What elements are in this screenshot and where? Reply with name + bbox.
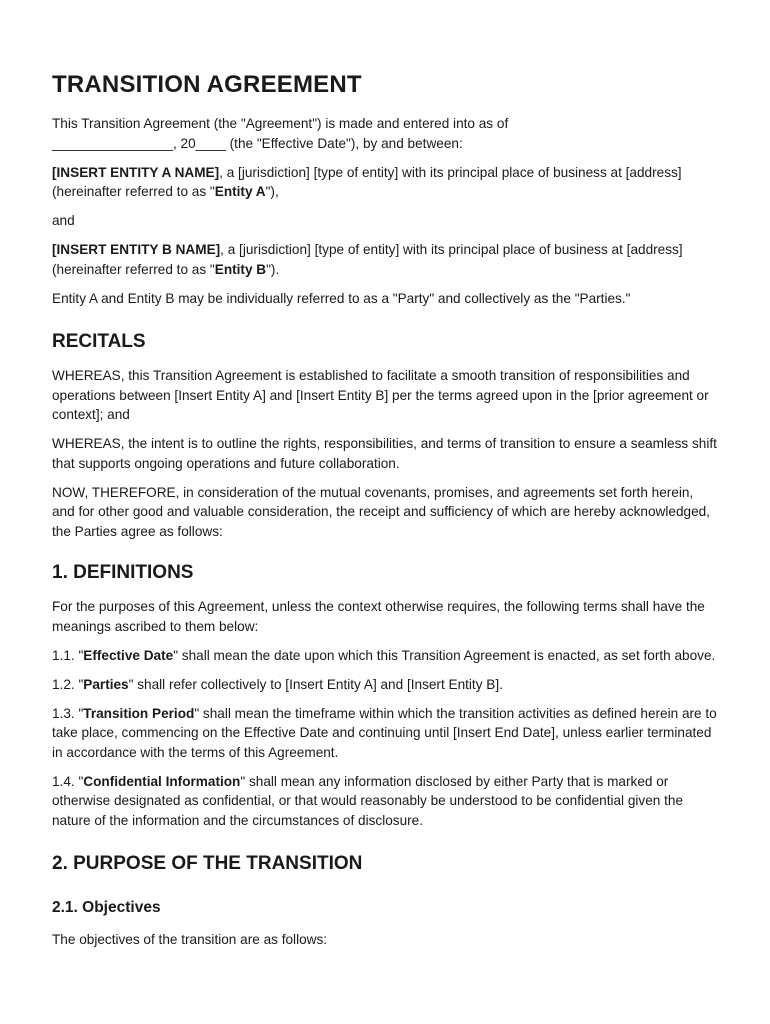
definition-item	[52, 646, 718, 666]
definition-term: Transition Period	[83, 705, 195, 721]
entity-a-end: "),	[265, 184, 279, 199]
recital-paragraph-1: WHEREAS, this Transition Agreement is established to facilitate a smooth transition of responsibilities and operations between [Insert Entity A] and [Insert Entity B] per the terms agreed upon in the [prior agreement or context]; and	[52, 368, 709, 422]
definition-text: " shall mean the timeframe within which the transition activities as defined herein are to take place, commencing on the Effective Date and continuing until [Insert End Date], unless earlier terminated in accordance with the terms of this Agreement.	[52, 705, 717, 760]
definition-term: Parties	[83, 676, 129, 692]
definition-item	[52, 772, 718, 831]
definitions-intro: For the purposes of this Agreement, unless the context otherwise requires, the following terms shall have the meanings ascribed to them below:	[52, 599, 705, 634]
objectives-subheading: 2.1. Objectives	[52, 899, 161, 916]
definition-text: " shall mean the date upon which this Transition Agreement is enacted, as set forth above.	[173, 647, 716, 663]
entity-b-short: Entity B	[214, 261, 267, 277]
definition-number: 1.4. "	[52, 773, 84, 789]
purpose-heading: 2. PURPOSE OF THE TRANSITION	[52, 853, 363, 874]
definition-number: 1.1. "	[52, 647, 84, 663]
recitals-heading: RECITALS	[52, 331, 146, 352]
definition-term: Effective Date	[83, 647, 174, 663]
entity-a-short: Entity A	[214, 184, 266, 199]
definitions-heading: 1. DEFINITIONS	[52, 562, 194, 583]
intro-line-1: This Transition Agreement (the "Agreement") is made and entered into as of	[52, 116, 509, 131]
entity-a-desc: , a [jurisdiction] [type of entity] with its principal place of business at [address] (hereinafter referred to as "	[52, 164, 682, 199]
entity-a-name: [INSERT ENTITY A NAME]	[52, 164, 220, 180]
and-text: and	[52, 213, 75, 228]
definition-term: Confidential Information	[83, 773, 241, 789]
intro-paragraph	[52, 114, 718, 153]
definition-text: " shall mean any information disclosed by either Party that is marked or otherwise designated as confidential, or that would reasonably be understood to be confidential given the nature of the information and the circumstances of disclosure.	[52, 773, 684, 828]
definition-text: " shall refer collectively to [Insert Entity A] and [Insert Entity B].	[128, 676, 503, 692]
entity-b-paragraph	[52, 240, 718, 279]
entity-b-end: ").	[266, 261, 280, 277]
definition-number: 1.3. "	[52, 705, 84, 721]
parties-sentence: Entity A and Entity B may be individually referred to as a "Party" and collectively as the "Parties."	[52, 290, 631, 306]
entity-b-name: [INSERT ENTITY B NAME]	[52, 242, 221, 257]
definition-number: 1.2. "	[52, 676, 84, 692]
definition-item	[52, 704, 718, 763]
document-title: TRANSITION AGREEMENT	[52, 71, 362, 98]
recital-paragraph-2: WHEREAS, the intent is to outline the rights, responsibilities, and terms of transition to ensure a seamless shift that supports ongoing operations and future collaboration.	[52, 436, 717, 471]
entity-a-paragraph	[52, 163, 718, 202]
intro-line-2: ________________, 20____ (the "Effective Date"), by and between:	[52, 135, 463, 151]
definition-item	[52, 675, 718, 695]
entity-b-desc: , a [jurisdiction] [type of entity] with its principal place of business at [address] (hereinafter referred to as "	[52, 242, 683, 277]
recital-paragraph-3: NOW, THEREFORE, in consideration of the mutual covenants, promises, and agreements set forth herein, and for other good and valuable consideration, the receipt and sufficiency of which are hereby acknowledged, the Parties agree as follows:	[52, 484, 710, 539]
objectives-intro: The objectives of the transition are as follows:	[52, 932, 328, 947]
